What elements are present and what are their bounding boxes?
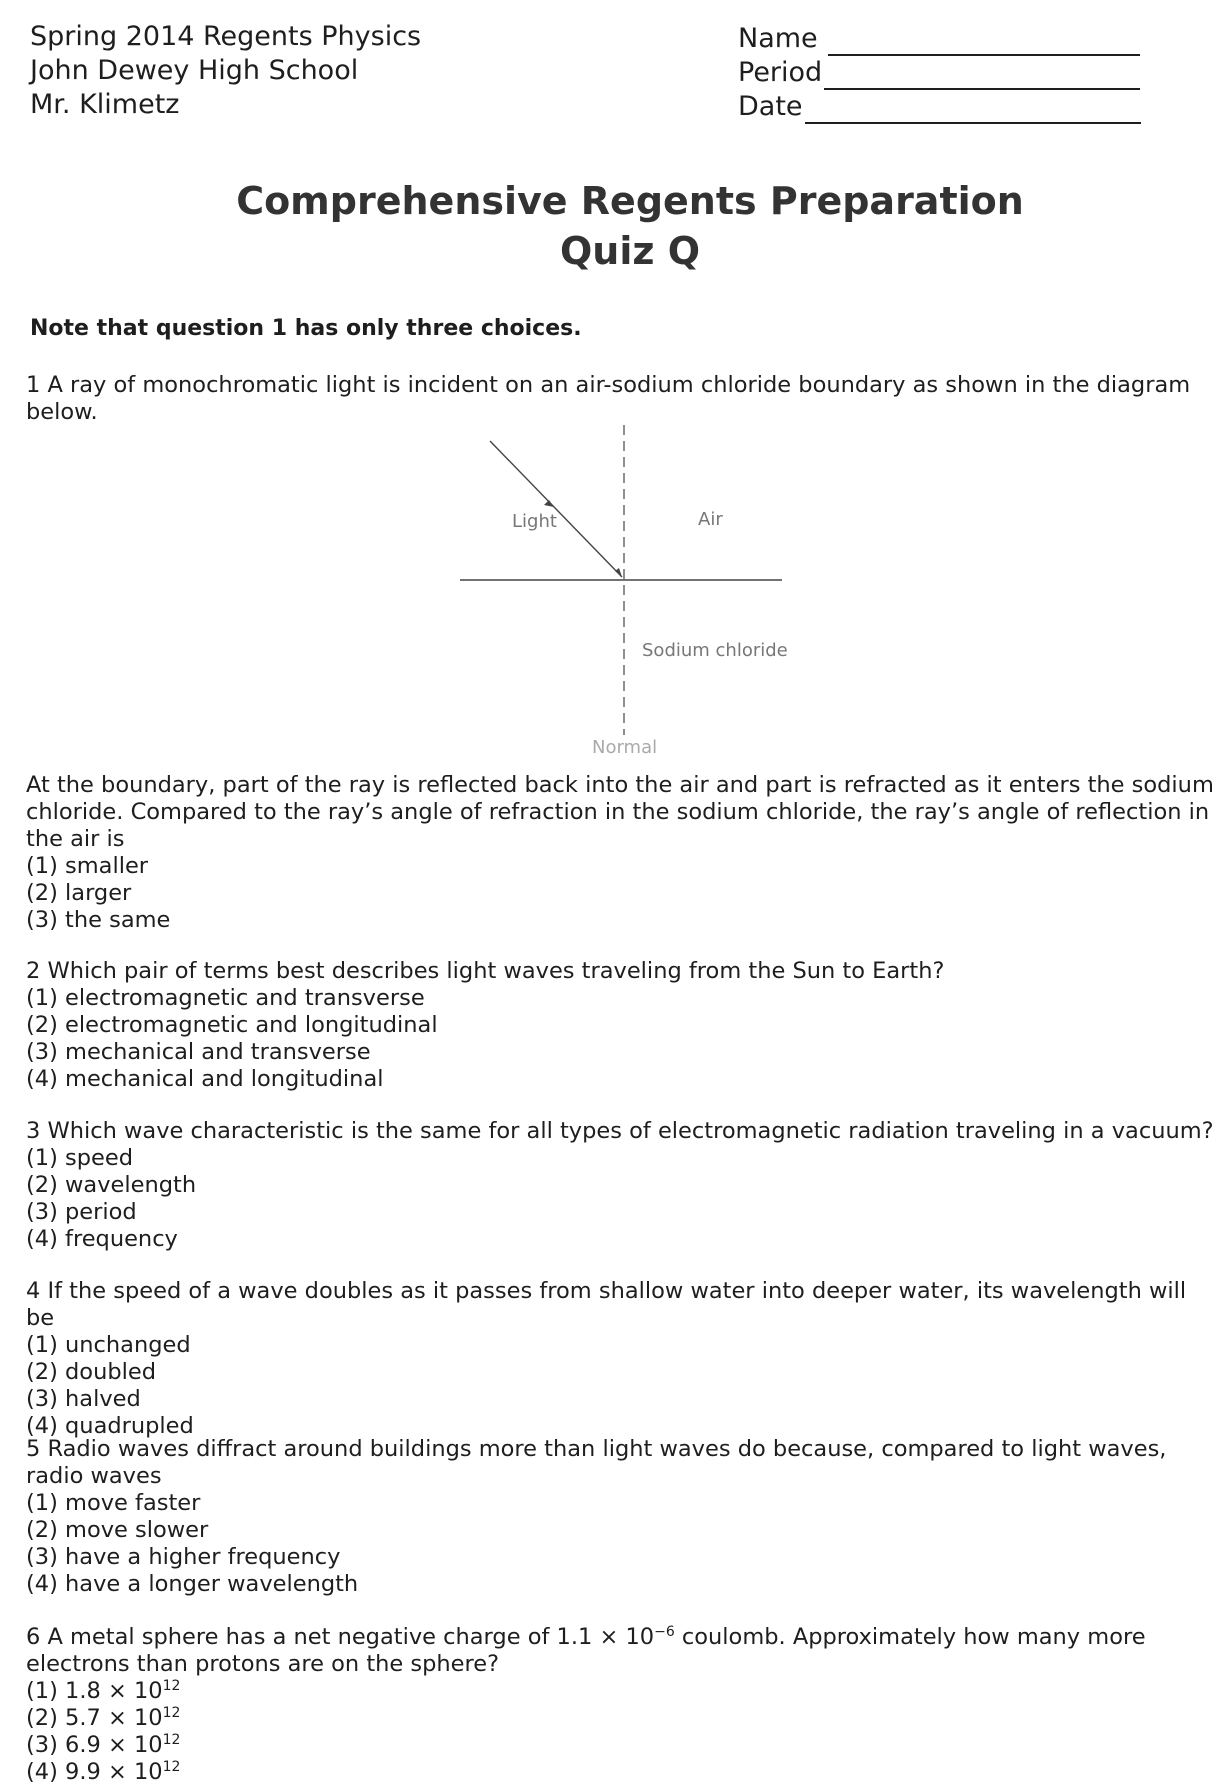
refraction-diagram-svg [460, 425, 800, 765]
question-5 [26, 1436, 1216, 1598]
answer-choice[interactable]: (2) doubled [26, 1359, 156, 1385]
sodium-chloride-label: Sodium chloride [642, 640, 788, 661]
answer-choice[interactable]: (3) the same [26, 907, 171, 933]
question-3 [26, 1118, 1216, 1253]
page-title [0, 176, 1232, 276]
question-stem: 5 Radio waves diffract around buildings more than light waves do because, compared to light waves, radio waves [26, 1436, 1167, 1489]
answer-choice[interactable]: (3) halved [26, 1386, 141, 1412]
choice-exponent: 12 [162, 1759, 181, 1775]
answer-choice[interactable]: (2) move slower [26, 1517, 209, 1543]
answer-choice[interactable]: (3) mechanical and transverse [26, 1039, 371, 1065]
period-field[interactable] [738, 56, 1141, 90]
instruction-note: Note that question 1 has only three choices. [30, 316, 582, 341]
question-6 [26, 1624, 1216, 1786]
question-stem: 1 A ray of monochromatic light is incident on an air-sodium chloride boundary as shown in the diagram below. [26, 372, 1191, 425]
answer-choice[interactable]: (3) period [26, 1199, 137, 1225]
answer-choice[interactable]: (2) wavelength [26, 1172, 197, 1198]
title-line-2: Quiz Q [559, 229, 701, 273]
answer-choice[interactable]: (4) have a longer wavelength [26, 1571, 359, 1597]
question-1-continued [26, 772, 1216, 934]
answer-choice[interactable]: (2) larger [26, 880, 132, 906]
choice-exponent: 12 [162, 1705, 181, 1721]
name-label: Name [738, 23, 818, 54]
light-label: Light [512, 511, 557, 532]
question-stem: 3 Which wave characteristic is the same for all types of electromagnetic radiation traveling in a vacuum? [26, 1118, 1214, 1144]
refraction-diagram [460, 425, 800, 765]
period-label: Period [738, 57, 823, 88]
ray-arrowhead [544, 500, 554, 507]
answer-choice[interactable]: (4) quadrupled [26, 1413, 194, 1439]
choice-base: (4) 9.9 × 10 [26, 1759, 163, 1785]
choice-base: (2) 5.7 × 10 [26, 1705, 163, 1731]
choice-base: (1) 1.8 × 10 [26, 1678, 163, 1704]
student-info-fields [738, 22, 1141, 124]
school-name: John Dewey High School [30, 55, 359, 86]
answer-choice[interactable] [26, 1705, 1216, 1732]
answer-choice[interactable]: (1) unchanged [26, 1332, 191, 1358]
incident-ray [490, 441, 622, 577]
question-1 [26, 372, 1216, 426]
answer-choice[interactable] [26, 1759, 1216, 1786]
answer-choice[interactable]: (2) electromagnetic and longitudinal [26, 1012, 438, 1038]
choice-exponent: 12 [162, 1678, 181, 1694]
period-blank-line[interactable] [824, 62, 1140, 90]
answer-choice[interactable] [26, 1732, 1216, 1759]
course-name: Spring 2014 Regents Physics [30, 21, 422, 52]
stem-text-before: 6 A metal sphere has a net negative charge of 1.1 × 10 [26, 1624, 655, 1650]
question-2 [26, 958, 1216, 1093]
title-line-1: Comprehensive Regents Preparation [236, 179, 1024, 223]
date-blank-line[interactable] [805, 96, 1141, 124]
question-followup: At the boundary, part of the ray is reflected back into the air and part is refracted as it enters the sodium chloride. Compared to the ray’s angle of refraction in the sodium chloride, the ray’s angle of reflection in the air is [26, 772, 1214, 852]
date-field[interactable] [738, 90, 1141, 124]
question-stem: 2 Which pair of terms best describes light waves traveling from the Sun to Earth? [26, 958, 945, 984]
answer-choice[interactable]: (3) have a higher frequency [26, 1544, 341, 1570]
choice-exponent: 12 [162, 1732, 181, 1748]
question-stem [26, 1624, 1216, 1678]
teacher-name: Mr. Klimetz [30, 89, 180, 120]
normal-label: Normal [592, 737, 658, 758]
answer-choice[interactable] [26, 1678, 1216, 1705]
choice-base: (3) 6.9 × 10 [26, 1732, 163, 1758]
ray-arrowhead-end [615, 568, 622, 577]
question-stem: 4 If the speed of a wave doubles as it passes from shallow water into deeper water, its wavelength will be [26, 1278, 1187, 1331]
answer-choice[interactable]: (1) move faster [26, 1490, 201, 1516]
name-blank-line[interactable] [828, 28, 1140, 56]
answer-choice[interactable]: (1) smaller [26, 853, 149, 879]
date-label: Date [738, 91, 803, 122]
name-field[interactable] [738, 22, 1141, 56]
answer-choice[interactable]: (4) mechanical and longitudinal [26, 1066, 384, 1092]
answer-choice[interactable]: (4) frequency [26, 1226, 178, 1252]
air-label: Air [698, 509, 723, 530]
answer-choice[interactable]: (1) speed [26, 1145, 133, 1171]
stem-text-after: coulomb. Approximately how many more electrons than protons are on the sphere? [26, 1624, 1146, 1677]
question-4 [26, 1278, 1216, 1440]
stem-exponent: −6 [654, 1624, 675, 1640]
course-info [30, 20, 421, 122]
answer-choice[interactable]: (1) electromagnetic and transverse [26, 985, 425, 1011]
